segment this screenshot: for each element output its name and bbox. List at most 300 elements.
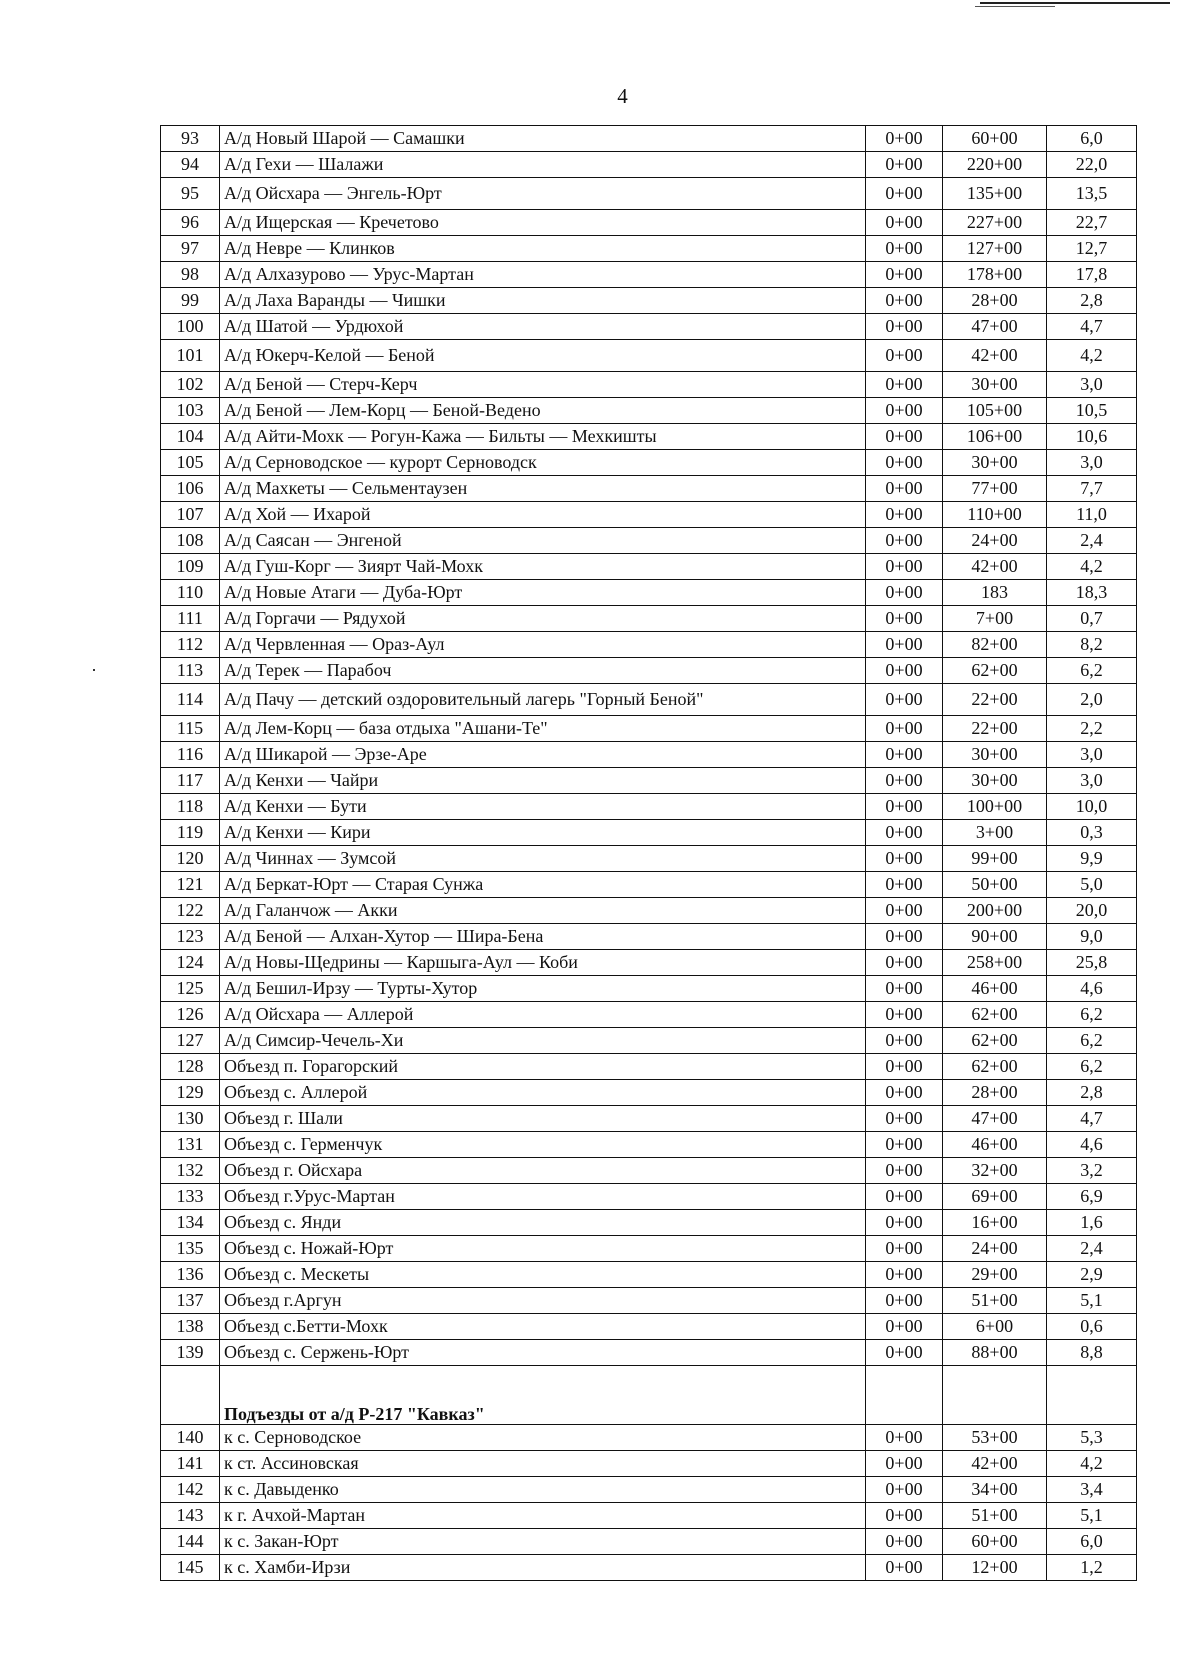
road-length: 5,3 xyxy=(1047,1425,1137,1451)
road-length: 2,0 xyxy=(1047,684,1137,716)
end-chainage: 28+00 xyxy=(943,288,1047,314)
table-row xyxy=(161,1106,1137,1132)
row-number: 98 xyxy=(161,262,220,288)
road-length: 3,2 xyxy=(1047,1158,1137,1184)
section-title: Подъезды от а/д Р-217 "Кавказ" xyxy=(220,1366,866,1425)
section-empty-cell xyxy=(943,1366,1047,1425)
end-chainage: 22+00 xyxy=(943,716,1047,742)
row-number: 145 xyxy=(161,1555,220,1581)
road-name: к г. Ачхой-Мартан xyxy=(220,1503,866,1529)
table-row xyxy=(161,1314,1137,1340)
row-number: 116 xyxy=(161,742,220,768)
road-name: А/д Кенхи — Чайри xyxy=(220,768,866,794)
road-name: А/д Горгачи — Рядухой xyxy=(220,606,866,632)
end-chainage: 46+00 xyxy=(943,976,1047,1002)
table-row xyxy=(161,742,1137,768)
table-row xyxy=(161,1529,1137,1555)
road-name: А/д Симсир-Чечель-Хи xyxy=(220,1028,866,1054)
road-length: 2,9 xyxy=(1047,1262,1137,1288)
end-chainage: 220+00 xyxy=(943,152,1047,178)
end-chainage: 42+00 xyxy=(943,340,1047,372)
table-row xyxy=(161,1236,1137,1262)
section-empty-cell xyxy=(161,1366,220,1425)
row-number: 106 xyxy=(161,476,220,502)
start-chainage: 0+00 xyxy=(866,1425,943,1451)
start-chainage: 0+00 xyxy=(866,1451,943,1477)
road-name: А/д Айти-Мохк — Рогун-Кажа — Бильты — Мехкишты xyxy=(220,424,866,450)
row-number: 139 xyxy=(161,1340,220,1366)
table-row xyxy=(161,1002,1137,1028)
row-number: 127 xyxy=(161,1028,220,1054)
row-number: 122 xyxy=(161,898,220,924)
table-row xyxy=(161,1054,1137,1080)
road-length: 10,0 xyxy=(1047,794,1137,820)
end-chainage: 62+00 xyxy=(943,658,1047,684)
road-name: А/д Гуш-Корг — Зиярт Чай-Мохк xyxy=(220,554,866,580)
road-length: 4,6 xyxy=(1047,1132,1137,1158)
end-chainage: 88+00 xyxy=(943,1340,1047,1366)
start-chainage: 0+00 xyxy=(866,1080,943,1106)
end-chainage: 30+00 xyxy=(943,450,1047,476)
end-chainage: 227+00 xyxy=(943,210,1047,236)
road-length: 3,0 xyxy=(1047,372,1137,398)
road-name: А/д Серноводское — курорт Серноводск xyxy=(220,450,866,476)
start-chainage: 0+00 xyxy=(866,528,943,554)
row-number: 136 xyxy=(161,1262,220,1288)
row-number: 113 xyxy=(161,658,220,684)
road-length: 5,1 xyxy=(1047,1503,1137,1529)
road-name: А/д Беной — Алхан-Хутор — Шира-Бена xyxy=(220,924,866,950)
road-name: А/д Терек — Парабоч xyxy=(220,658,866,684)
table-row xyxy=(161,236,1137,262)
start-chainage: 0+00 xyxy=(866,768,943,794)
row-number: 118 xyxy=(161,794,220,820)
row-number: 104 xyxy=(161,424,220,450)
road-length: 3,0 xyxy=(1047,768,1137,794)
end-chainage: 30+00 xyxy=(943,372,1047,398)
section-header-row xyxy=(161,1366,1137,1425)
road-name: А/д Невре — Клинков xyxy=(220,236,866,262)
road-length: 4,2 xyxy=(1047,1451,1137,1477)
end-chainage: 29+00 xyxy=(943,1262,1047,1288)
end-chainage: 69+00 xyxy=(943,1184,1047,1210)
table-row xyxy=(161,846,1137,872)
table-row xyxy=(161,288,1137,314)
start-chainage: 0+00 xyxy=(866,236,943,262)
table-row xyxy=(161,684,1137,716)
end-chainage: 135+00 xyxy=(943,178,1047,210)
road-name: А/д Новы-Щедрины — Каршыга-Аул — Коби xyxy=(220,950,866,976)
end-chainage: 30+00 xyxy=(943,742,1047,768)
table-row xyxy=(161,262,1137,288)
road-name: А/д Саясан — Энгеной xyxy=(220,528,866,554)
row-number: 140 xyxy=(161,1425,220,1451)
row-number: 117 xyxy=(161,768,220,794)
road-length: 2,2 xyxy=(1047,716,1137,742)
road-name: А/д Беной — Стерч-Керч xyxy=(220,372,866,398)
road-length: 22,7 xyxy=(1047,210,1137,236)
road-length: 10,6 xyxy=(1047,424,1137,450)
road-length: 4,7 xyxy=(1047,314,1137,340)
road-name: Объезд с. Янди xyxy=(220,1210,866,1236)
row-number: 138 xyxy=(161,1314,220,1340)
row-number: 129 xyxy=(161,1080,220,1106)
road-length: 3,0 xyxy=(1047,742,1137,768)
road-name: Объезд г.Аргун xyxy=(220,1288,866,1314)
road-name: А/д Ищерская — Кречетово xyxy=(220,210,866,236)
road-name: А/д Алхазурово — Урус-Мартан xyxy=(220,262,866,288)
end-chainage: 28+00 xyxy=(943,1080,1047,1106)
start-chainage: 0+00 xyxy=(866,658,943,684)
end-chainage: 99+00 xyxy=(943,846,1047,872)
table-row xyxy=(161,580,1137,606)
end-chainage: 24+00 xyxy=(943,528,1047,554)
road-name: А/д Новые Атаги — Дуба-Юрт xyxy=(220,580,866,606)
table-row xyxy=(161,872,1137,898)
table-row xyxy=(161,1503,1137,1529)
start-chainage: 0+00 xyxy=(866,716,943,742)
start-chainage: 0+00 xyxy=(866,950,943,976)
road-length: 11,0 xyxy=(1047,502,1137,528)
road-length: 2,8 xyxy=(1047,1080,1137,1106)
table-row xyxy=(161,210,1137,236)
start-chainage: 0+00 xyxy=(866,1288,943,1314)
road-length: 5,0 xyxy=(1047,872,1137,898)
end-chainage: 77+00 xyxy=(943,476,1047,502)
row-number: 93 xyxy=(161,126,220,152)
road-length: 0,6 xyxy=(1047,1314,1137,1340)
road-length: 1,6 xyxy=(1047,1210,1137,1236)
start-chainage: 0+00 xyxy=(866,502,943,528)
table-row xyxy=(161,950,1137,976)
table-row xyxy=(161,1210,1137,1236)
road-length: 6,2 xyxy=(1047,1002,1137,1028)
road-name: А/д Беной — Лем-Корц — Беной-Ведено xyxy=(220,398,866,424)
start-chainage: 0+00 xyxy=(866,1555,943,1581)
road-length: 9,0 xyxy=(1047,924,1137,950)
row-number: 124 xyxy=(161,950,220,976)
end-chainage: 50+00 xyxy=(943,872,1047,898)
road-name: А/д Новый Шарой — Самашки xyxy=(220,126,866,152)
row-number: 115 xyxy=(161,716,220,742)
row-number: 107 xyxy=(161,502,220,528)
row-number: 132 xyxy=(161,1158,220,1184)
end-chainage: 200+00 xyxy=(943,898,1047,924)
start-chainage: 0+00 xyxy=(866,1106,943,1132)
start-chainage: 0+00 xyxy=(866,846,943,872)
table-row xyxy=(161,126,1137,152)
table-row xyxy=(161,820,1137,846)
row-number: 143 xyxy=(161,1503,220,1529)
row-number: 111 xyxy=(161,606,220,632)
start-chainage: 0+00 xyxy=(866,372,943,398)
road-length: 2,4 xyxy=(1047,528,1137,554)
start-chainage: 0+00 xyxy=(866,1503,943,1529)
road-length: 8,8 xyxy=(1047,1340,1137,1366)
road-length: 6,9 xyxy=(1047,1184,1137,1210)
road-name: Объезд с. Аллерой xyxy=(220,1080,866,1106)
road-length: 3,0 xyxy=(1047,450,1137,476)
start-chainage: 0+00 xyxy=(866,398,943,424)
road-length: 5,1 xyxy=(1047,1288,1137,1314)
end-chainage: 12+00 xyxy=(943,1555,1047,1581)
end-chainage: 90+00 xyxy=(943,924,1047,950)
table-row xyxy=(161,372,1137,398)
table-row xyxy=(161,1555,1137,1581)
end-chainage: 42+00 xyxy=(943,554,1047,580)
road-name: Объезд г.Урус-Мартан xyxy=(220,1184,866,1210)
road-name: А/д Махкеты — Сельментаузен xyxy=(220,476,866,502)
start-chainage: 0+00 xyxy=(866,1002,943,1028)
start-chainage: 0+00 xyxy=(866,340,943,372)
start-chainage: 0+00 xyxy=(866,1210,943,1236)
road-length: 6,2 xyxy=(1047,1028,1137,1054)
row-number: 123 xyxy=(161,924,220,950)
start-chainage: 0+00 xyxy=(866,924,943,950)
road-length: 4,6 xyxy=(1047,976,1137,1002)
road-name: Объезд с. Сержень-Юрт xyxy=(220,1340,866,1366)
road-length: 4,2 xyxy=(1047,554,1137,580)
road-length: 13,5 xyxy=(1047,178,1137,210)
row-number: 121 xyxy=(161,872,220,898)
end-chainage: 127+00 xyxy=(943,236,1047,262)
table-row xyxy=(161,632,1137,658)
table-row xyxy=(161,1080,1137,1106)
scan-edge-line-secondary xyxy=(975,6,1055,7)
scan-edge-line xyxy=(980,2,1170,4)
road-length: 4,2 xyxy=(1047,340,1137,372)
section-empty-cell xyxy=(1047,1366,1137,1425)
road-name: А/д Ойсхара — Аллерой xyxy=(220,1002,866,1028)
road-name: А/д Беркат-Юрт — Старая Сунжа xyxy=(220,872,866,898)
start-chainage: 0+00 xyxy=(866,1158,943,1184)
table-row xyxy=(161,340,1137,372)
row-number: 141 xyxy=(161,1451,220,1477)
start-chainage: 0+00 xyxy=(866,262,943,288)
end-chainage: 105+00 xyxy=(943,398,1047,424)
road-length: 12,7 xyxy=(1047,236,1137,262)
road-length: 6,0 xyxy=(1047,1529,1137,1555)
table-row xyxy=(161,152,1137,178)
row-number: 125 xyxy=(161,976,220,1002)
start-chainage: 0+00 xyxy=(866,1314,943,1340)
table-row xyxy=(161,1288,1137,1314)
end-chainage: 32+00 xyxy=(943,1158,1047,1184)
start-chainage: 0+00 xyxy=(866,632,943,658)
start-chainage: 0+00 xyxy=(866,1477,943,1503)
table-row xyxy=(161,398,1137,424)
start-chainage: 0+00 xyxy=(866,1236,943,1262)
road-length: 3,4 xyxy=(1047,1477,1137,1503)
start-chainage: 0+00 xyxy=(866,1028,943,1054)
road-length: 2,8 xyxy=(1047,288,1137,314)
start-chainage: 0+00 xyxy=(866,684,943,716)
row-number: 100 xyxy=(161,314,220,340)
end-chainage: 258+00 xyxy=(943,950,1047,976)
road-name: А/д Юкерч-Келой — Беной xyxy=(220,340,866,372)
start-chainage: 0+00 xyxy=(866,476,943,502)
row-number: 97 xyxy=(161,236,220,262)
road-length: 25,8 xyxy=(1047,950,1137,976)
road-name: Объезд с. Мескеты xyxy=(220,1262,866,1288)
end-chainage: 60+00 xyxy=(943,1529,1047,1555)
road-name: к с. Давыденко xyxy=(220,1477,866,1503)
start-chainage: 0+00 xyxy=(866,1529,943,1555)
table-row xyxy=(161,976,1137,1002)
table-row xyxy=(161,476,1137,502)
row-number: 142 xyxy=(161,1477,220,1503)
start-chainage: 0+00 xyxy=(866,898,943,924)
end-chainage: 62+00 xyxy=(943,1054,1047,1080)
end-chainage: 183 xyxy=(943,580,1047,606)
start-chainage: 0+00 xyxy=(866,1340,943,1366)
row-number: 120 xyxy=(161,846,220,872)
row-number: 101 xyxy=(161,340,220,372)
end-chainage: 42+00 xyxy=(943,1451,1047,1477)
end-chainage: 24+00 xyxy=(943,1236,1047,1262)
table-row xyxy=(161,1158,1137,1184)
row-number: 131 xyxy=(161,1132,220,1158)
start-chainage: 0+00 xyxy=(866,580,943,606)
road-name: к с. Серноводское xyxy=(220,1425,866,1451)
start-chainage: 0+00 xyxy=(866,152,943,178)
end-chainage: 46+00 xyxy=(943,1132,1047,1158)
row-number: 95 xyxy=(161,178,220,210)
table-row xyxy=(161,554,1137,580)
row-number: 112 xyxy=(161,632,220,658)
road-length: 1,2 xyxy=(1047,1555,1137,1581)
road-name: А/д Чиннах — Зумсой xyxy=(220,846,866,872)
row-number: 94 xyxy=(161,152,220,178)
end-chainage: 30+00 xyxy=(943,768,1047,794)
road-length: 22,0 xyxy=(1047,152,1137,178)
row-number: 102 xyxy=(161,372,220,398)
row-number: 119 xyxy=(161,820,220,846)
road-name: А/д Шатой — Урдюхой xyxy=(220,314,866,340)
road-length: 6,2 xyxy=(1047,658,1137,684)
row-number: 114 xyxy=(161,684,220,716)
table-row xyxy=(161,450,1137,476)
end-chainage: 6+00 xyxy=(943,1314,1047,1340)
row-number: 126 xyxy=(161,1002,220,1028)
end-chainage: 51+00 xyxy=(943,1288,1047,1314)
road-length: 20,0 xyxy=(1047,898,1137,924)
road-length: 2,4 xyxy=(1047,1236,1137,1262)
table-row xyxy=(161,1028,1137,1054)
road-length: 17,8 xyxy=(1047,262,1137,288)
table-row xyxy=(161,1262,1137,1288)
end-chainage: 106+00 xyxy=(943,424,1047,450)
table-row xyxy=(161,1425,1137,1451)
road-length: 6,0 xyxy=(1047,126,1137,152)
start-chainage: 0+00 xyxy=(866,606,943,632)
table-row xyxy=(161,924,1137,950)
table-row xyxy=(161,1184,1137,1210)
start-chainage: 0+00 xyxy=(866,424,943,450)
road-name: А/д Бешил-Ирзу — Турты-Хутор xyxy=(220,976,866,1002)
start-chainage: 0+00 xyxy=(866,1054,943,1080)
row-number: 103 xyxy=(161,398,220,424)
end-chainage: 53+00 xyxy=(943,1425,1047,1451)
page-number: 4 xyxy=(617,84,628,108)
end-chainage: 82+00 xyxy=(943,632,1047,658)
end-chainage: 34+00 xyxy=(943,1477,1047,1503)
end-chainage: 60+00 xyxy=(943,126,1047,152)
end-chainage: 7+00 xyxy=(943,606,1047,632)
road-name: А/д Кенхи — Бути xyxy=(220,794,866,820)
road-name: Объезд г. Шали xyxy=(220,1106,866,1132)
road-name: Объезд п. Горагорский xyxy=(220,1054,866,1080)
start-chainage: 0+00 xyxy=(866,820,943,846)
road-name: А/д Шикарой — Эрзе-Аре xyxy=(220,742,866,768)
row-number: 133 xyxy=(161,1184,220,1210)
road-name: Объезд с. Герменчук xyxy=(220,1132,866,1158)
road-length: 0,3 xyxy=(1047,820,1137,846)
road-length: 0,7 xyxy=(1047,606,1137,632)
road-length: 18,3 xyxy=(1047,580,1137,606)
road-name: к с. Хамби-Ирзи xyxy=(220,1555,866,1581)
row-number: 110 xyxy=(161,580,220,606)
roads-table-body xyxy=(161,126,1137,1581)
section-empty-cell xyxy=(866,1366,943,1425)
row-number: 109 xyxy=(161,554,220,580)
road-length: 7,7 xyxy=(1047,476,1137,502)
start-chainage: 0+00 xyxy=(866,178,943,210)
end-chainage: 62+00 xyxy=(943,1002,1047,1028)
row-number: 137 xyxy=(161,1288,220,1314)
road-length: 8,2 xyxy=(1047,632,1137,658)
table-row xyxy=(161,898,1137,924)
road-name: А/д Пачу — детский оздоровительный лагерь "Горный Беной" xyxy=(220,684,866,716)
start-chainage: 0+00 xyxy=(866,872,943,898)
road-name: Объезд г. Ойсхара xyxy=(220,1158,866,1184)
table-row xyxy=(161,314,1137,340)
road-name: А/д Лем-Корц — база отдыха "Ашани-Те" xyxy=(220,716,866,742)
table-row xyxy=(161,1477,1137,1503)
start-chainage: 0+00 xyxy=(866,742,943,768)
table-row xyxy=(161,658,1137,684)
start-chainage: 0+00 xyxy=(866,1262,943,1288)
row-number: 144 xyxy=(161,1529,220,1555)
row-number: 130 xyxy=(161,1106,220,1132)
road-length: 6,2 xyxy=(1047,1054,1137,1080)
start-chainage: 0+00 xyxy=(866,1184,943,1210)
end-chainage: 62+00 xyxy=(943,1028,1047,1054)
start-chainage: 0+00 xyxy=(866,314,943,340)
start-chainage: 0+00 xyxy=(866,976,943,1002)
road-name: А/д Галанчож — Акки xyxy=(220,898,866,924)
start-chainage: 0+00 xyxy=(866,288,943,314)
road-name: А/д Гехи — Шалажи xyxy=(220,152,866,178)
end-chainage: 47+00 xyxy=(943,314,1047,340)
road-name: А/д Кенхи — Кири xyxy=(220,820,866,846)
end-chainage: 16+00 xyxy=(943,1210,1047,1236)
road-name: А/д Ойсхара — Энгель-Юрт xyxy=(220,178,866,210)
end-chainage: 51+00 xyxy=(943,1503,1047,1529)
start-chainage: 0+00 xyxy=(866,210,943,236)
row-number: 99 xyxy=(161,288,220,314)
start-chainage: 0+00 xyxy=(866,794,943,820)
row-number: 96 xyxy=(161,210,220,236)
end-chainage: 3+00 xyxy=(943,820,1047,846)
scan-speck xyxy=(93,669,95,671)
start-chainage: 0+00 xyxy=(866,1132,943,1158)
road-length: 9,9 xyxy=(1047,846,1137,872)
end-chainage: 178+00 xyxy=(943,262,1047,288)
table-row xyxy=(161,1451,1137,1477)
row-number: 128 xyxy=(161,1054,220,1080)
table-row xyxy=(161,178,1137,210)
